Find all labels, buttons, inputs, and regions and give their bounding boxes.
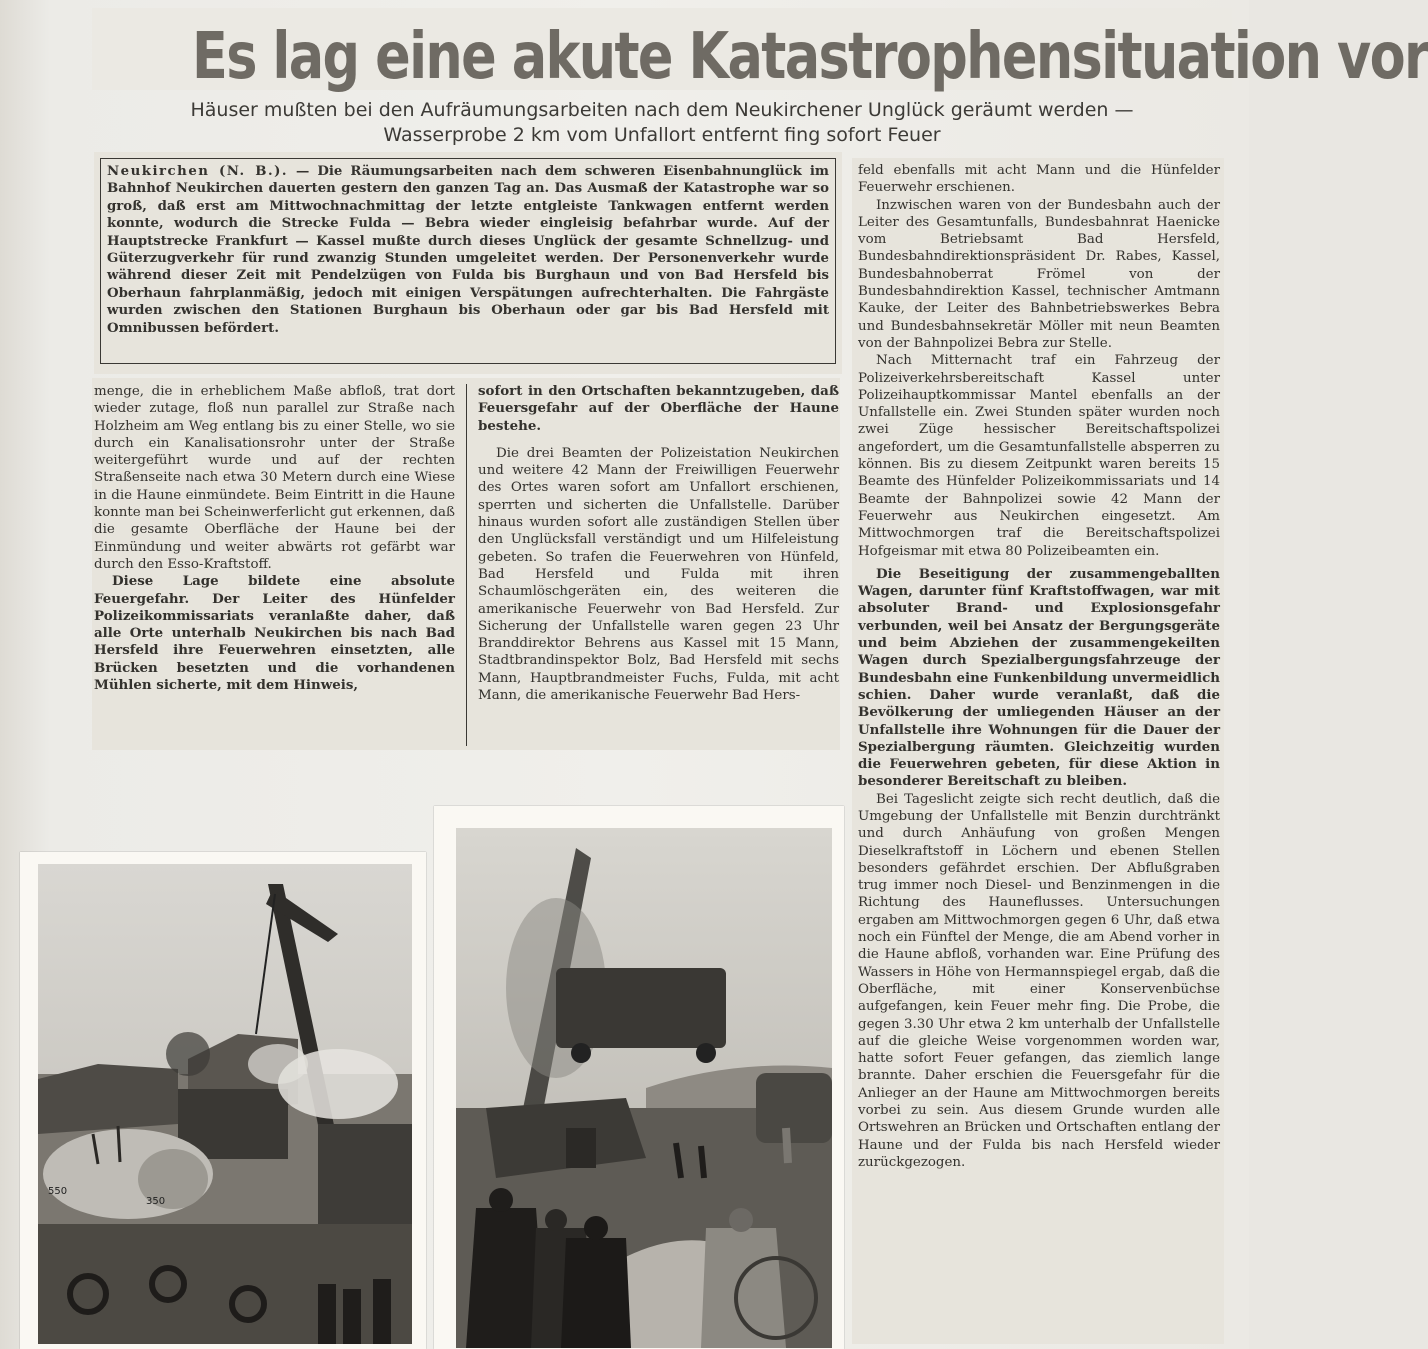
column-3-paragraph: Die Beseitigung der zusammengeballten Wagen, darunter fünf Kraftstoffwagen, war mit absoluter Brand- und Explosionsgefahr verbunden, weil bei Ansatz der Bergungsgeräte und beim Abziehen der zusammengekeilten Wagen durch Spezialbergungsfahrzeuge der Bundesbahn eine Funkenbildung unvermeidlich schien. Daher wurde veranlaßt, daß die Bevölkerung der umliegenden Häuser an der Unfallstelle ihre Wohnungen für die Dauer der Spezialbergung räumten. Gleichzeitig wurden die Feuerwehren gebeten, für diese Aktion in besonderer Bereitschaft zu bleiben. [858, 565, 1220, 790]
column-2 [478, 383, 839, 704]
column-3-paragraph: Bei Tageslicht zeigte sich recht deutlich, daß die Umgebung der Unfallstelle mit Benzin durchtränkt und durch Anhäufung von großen Mengen Dieselkraftstoff in Löchern und ebenen Stellen besonders gefährdet erschien. Der Abflußgraben trug immer noch Diesel- und Benzinmengen in die Richtung des Hauneflusses. Untersuchungen ergaben am Mittwochmorgen gegen 6 Uhr, daß etwa noch ein Fünftel der Menge, die am Abend vorher in die Haune abfloß, vorhanden war. Eine Prüfung des Wassers in Höhe von Hermannspiegel ergab, daß die Oberfläche, mit einer Konservenbüchse aufgefangen, kein Feuer mehr fing. Die Probe, die gegen 3.30 Uhr etwa 2 km unterhalb der Unfallstelle auf die gleiche Weise vorgenommen worden war, hatte sofort Feuer gefangen, das ziemlich lange brannte. Daher erschien die Feuersgefahr für die Anlieger an der Haune am Mittwochmorgen bereits vorbei zu sein. Aus diesem Grunde wurden alle Ortswehren an Brücken und Ortschaften entlang der Haune und der Fulda bis nach Hersfeld wieder zurückgezogen. [858, 791, 1220, 1170]
photo-crane-lifting-wagon [434, 806, 844, 1349]
column-1-paragraph: Diese Lage bildete eine absolute Feuergefahr. Der Leiter des Hünfelder Polizeikommissariats veranlaßte daher, daß alle Orte unterhalb Neukirchen bis nach Bad Hersfeld ihre Feuerwehren einsetzten, alle Brücken besetzten und die vorhandenen Mühlen sicherte, mit dem Hinweis, [94, 573, 455, 694]
tank-number: 350 [146, 1196, 166, 1207]
dateline: Neukirchen (N. B.). [107, 164, 288, 179]
column-1 [94, 383, 455, 694]
lead-text: — Die Räumungsarbeiten nach dem schweren Eisenbahnunglück im Bahnhof Neukirchen dauerten gestern den ganzen Tag an. Das Ausmaß der Katastrophe war so groß, daß erst am Mittwochnachmittag der letzte entgleiste Tankwagen entfernt werden konnte, wodurch die Strecke Fulda — Bebra wieder eingleisig befahrbar wurde. Auf der Hauptstrecke Frankfurt — Kassel mußte durch dieses Unglück der gesamte Schnellzug- und Güterzugverkehr für rund zwanzig Stunden umgeleitet werden. Der Personenverkehr wurde während dieser Zeit mit Pendelzügen von Fulda bis Burghaun und von Bad Hersfeld bis Oberhaun fahrplanmäßig, jedoch mit einigen Verspätungen aufrechterhalten. Die Fahrgäste wurden zwischen den Stationen Burghaun bis Oberhaun oder gar bis Bad Hersfeld mit Omnibussen befördert. [107, 164, 829, 336]
column-3 [858, 162, 1220, 1171]
column-2-paragraph: Die drei Beamten der Polizeistation Neukirchen und weitere 42 Mann der Freiwilligen Feuerwehr des Ortes waren sofort am Unfallort erschienen, sperrten und sicherten die Unfallstelle. Darüber hinaus wurden sofort alle zuständigen Stellen über den Unglücksfall verständigt und um Hilfeleistung gebeten. So trafen die Feuerwehren von Hünfeld, Bad Hersfeld und Fulda mit ihren Schaumlöschgeräten ein, des weiteren die amerikanische Feuerwehr von Bad Hersfeld. Zur Sicherung der Unfallstelle waren gegen 23 Uhr Branddirektor Behrens aus Kassel mit 15 Mann, Stadtbrandinspektor Bolz, Bad Hersfeld mit sechs Mann, Hauptbrandmeister Fuchs, Fulda, mit acht Mann, die amerikanische Feuerwehr Bad Hers- [478, 445, 839, 704]
lead-box [100, 158, 836, 364]
wagon-number: 550 [48, 1186, 68, 1197]
column-divider [466, 384, 467, 746]
subheadline [92, 98, 1232, 148]
subheadline-line-2: Wasserprobe 2 km vom Unfallort entfernt fing sofort Feuer [383, 124, 941, 146]
column-3-paragraph: feld ebenfalls mit acht Mann und die Hünfelder Feuerwehr erschienen. [858, 163, 1220, 196]
headline-clipping [92, 8, 1428, 94]
headline: Es lag eine akute Katastrophensituation vor [192, 20, 1428, 94]
column-2-paragraph: sofort in den Ortschaften bekanntzugeben, daß Feuersgefahr auf der Oberfläche der Haune bestehe. [478, 383, 839, 434]
photo-lift-image [456, 828, 832, 1348]
subheadline-line-1: Häuser mußten bei den Aufräumungsarbeiten nach dem Neukirchener Unglück geräumt werden — [190, 99, 1134, 121]
column-3-paragraph: Nach Mitternacht traf ein Fahrzeug der Polizeiverkehrsbereitschaft Kassel unter Polizeihauptkommissar Mantel ebenfalls an der Unfallstelle ein. Zwei Stunden später wurden noch zwei Züge hessischer Bereitschaftspolizei angefordert, um die Gesamtunfallstelle absperren zu können. Bis zu diesem Zeitpunkt waren bereits 15 Beamte des Hünfelder Polizeikommissariats und 14 Beamte der Bahnpolizei sowie 42 Mann der Feuerwehr aus Neukirchen eingesetzt. Am Mittwochmorgen traf die Bereitschaftspolizei Hofgeismar mit etwa 80 Polizeibeamten ein. [858, 353, 1220, 559]
photo-crane-image [38, 864, 412, 1344]
column-3-paragraph: Inzwischen waren von der Bundesbahn auch der Leiter des Gesamtunfalls, Bundesbahnrat Haenicke vom Betriebsamt Bad Hersfeld, Bundesbahndirektionspräsident Dr. Rabes, Kassel, Bundesbahnoberrat Frömel von der Bundesbahndirektion Kassel, technischer Amtmann Kauke, der Leiter des Bahnbetriebswerkes Bebra und Bundesbahnsekretär Möller mit neun Beamten von der Bahnpolizei Bebra zur Stelle. [858, 197, 1220, 351]
photo-crane-tank-wagon [20, 852, 426, 1349]
column-1-paragraph: menge, die in erheblichem Maße abfloß, trat dort wieder zutage, floß nun parallel zur Straße nach Holzheim am Weg entlang bis zu einer Stelle, wo sie durch ein Kanalisationsrohr unter der Straße weitergeführt wurde und auf der rechten Straßenseite nach etwa 30 Metern durch eine Wiese in die Haune einmündete. Beim Eintritt in die Haune konnte man bei Scheinwerferlicht gut erkennen, daß die gesamte Oberfläche der Haune bei der Einmündung und weiter abwärts rot gefärbt war durch den Esso-Kraftstoff. [94, 384, 455, 572]
